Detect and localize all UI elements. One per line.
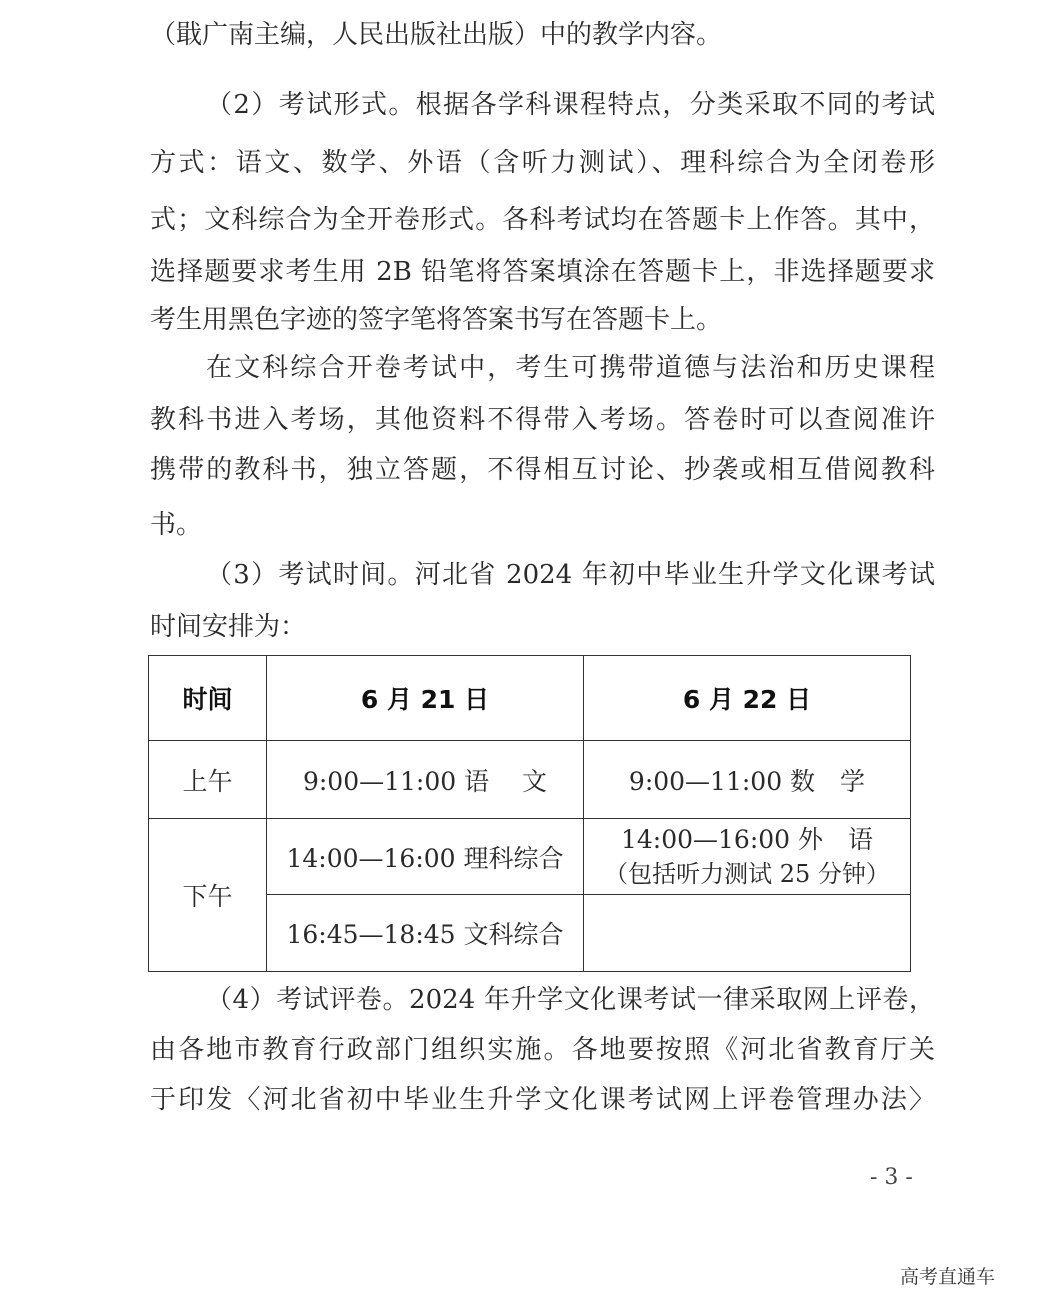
june-22-morning: 9:00—11:00 数 学 <box>584 741 911 819</box>
line: 方式：语文、数学、外语（含听力测试）、理科综合为全闭卷形 <box>150 148 935 178</box>
line: （4）考试评卷。2024 年升学文化课考试一律采取网上评卷， <box>206 985 935 1015</box>
line: 考生用黑色字迹的签字笔将答案书写在答题卡上。 <box>150 305 723 335</box>
header-june-21: 6 月 21 日 <box>267 656 584 741</box>
line: 于印发〈河北省初中毕业生升学文化课考试网上评卷管理办法〉 <box>150 1085 935 1115</box>
line: （3）考试时间。河北省 2024 年初中毕业生升学文化课考试 <box>206 560 935 590</box>
morning-label: 上午 <box>149 741 267 819</box>
line: 式；文科综合为全开卷形式。各科考试均在答题卡上作答。其中， <box>150 205 935 235</box>
line: 书。 <box>150 510 203 540</box>
english-time: 14:00—16:00 外 语 <box>620 824 874 854</box>
june-22-afternoon-english <box>584 819 911 895</box>
line: （戢广南主编，人民出版社出版）中的教学内容。 <box>150 20 723 50</box>
watermark: 高考直通车 <box>900 1266 996 1288</box>
line: 教科书进入考场，其他资料不得带入考场。答卷时可以查阅准许 <box>150 405 935 435</box>
afternoon-label: 下午 <box>149 819 267 972</box>
header-time: 时间 <box>149 656 267 741</box>
june-21-morning: 9:00—11:00 语 文 <box>267 741 584 819</box>
empty-cell <box>584 895 911 972</box>
line: 在文科综合开卷考试中，考生可携带道德与法治和历史课程 <box>206 353 935 383</box>
line: 由各地市教育行政部门组织实施。各地要按照《河北省教育厅关 <box>150 1035 935 1065</box>
line: （2）考试形式。根据各学科课程特点，分类采取不同的考试 <box>206 90 935 120</box>
page-number: - 3 - <box>870 1165 913 1190</box>
june-21-afternoon-science: 14:00—16:00 理科综合 <box>267 819 584 895</box>
english-note: （包括听力测试 25 分钟） <box>604 859 890 888</box>
header-june-22: 6 月 22 日 <box>584 656 911 741</box>
line: 时间安排为： <box>150 612 307 642</box>
line: 携带的教科书，独立答题，不得相互讨论、抄袭或相互借阅教科 <box>150 455 935 485</box>
exam-schedule-table <box>148 655 911 972</box>
june-21-afternoon-liberal-arts: 16:45—18:45 文科综合 <box>267 895 584 972</box>
line: 选择题要求考生用 2B 铅笔将答案填涂在答题卡上，非选择题要求 <box>150 257 935 287</box>
